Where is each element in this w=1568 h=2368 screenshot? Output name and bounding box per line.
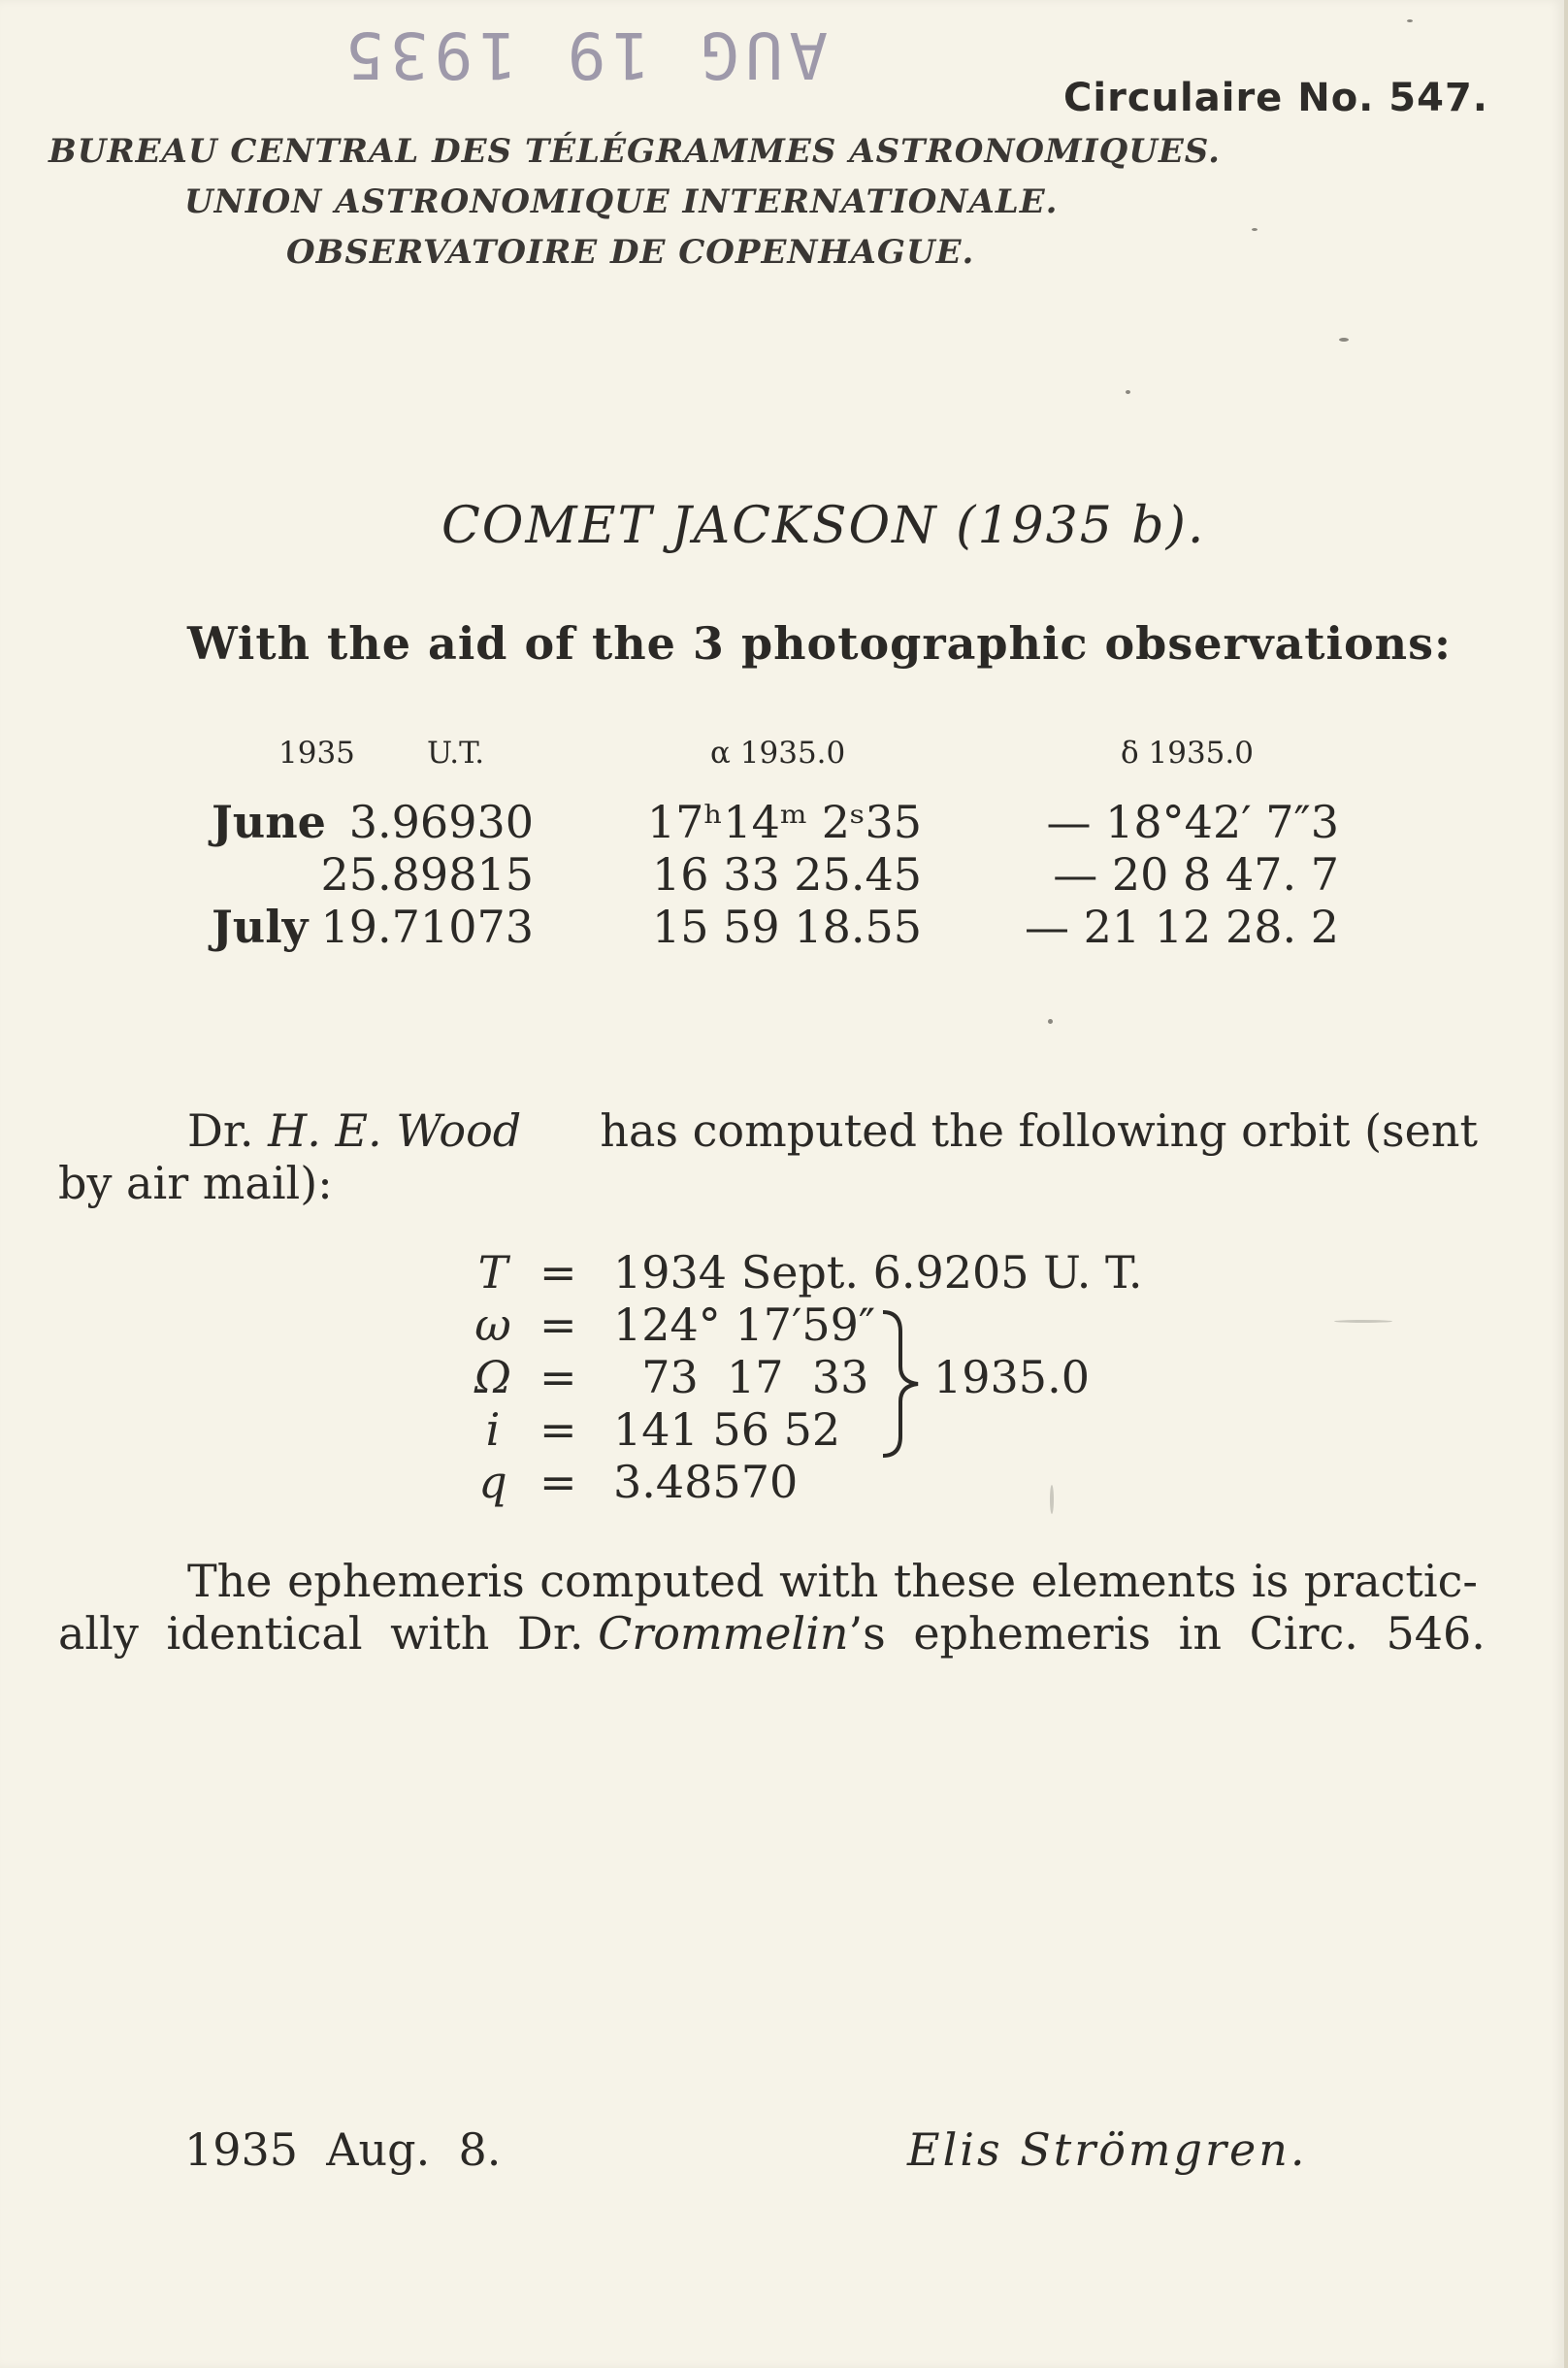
closing-line1 <box>187 1555 1478 1607</box>
closing-text: ally identical with Dr. <box>58 1607 584 1660</box>
orbit-intro-line1 <box>187 1104 1478 1157</box>
paper-speck <box>1252 228 1258 231</box>
orbit-symbol: T <box>477 1246 508 1299</box>
orbit-symbol: Ω <box>474 1351 512 1403</box>
paper-speck <box>1126 390 1130 394</box>
date-stamp: AUG 19 1935 <box>340 17 829 92</box>
paper-speck <box>1339 338 1349 342</box>
right-brace <box>873 1306 931 1462</box>
header-declination: δ 1935.0 <box>1121 736 1254 771</box>
orbit-intro-line2: by air mail): <box>58 1157 333 1209</box>
closing-line2 <box>58 1607 1486 1660</box>
paper-speck <box>1048 1019 1053 1024</box>
equals-sign: = <box>539 1351 577 1403</box>
obs-ra: 16 33 25.45 <box>652 848 922 901</box>
header-year: 1935 <box>278 736 355 771</box>
equals-sign: = <box>539 1403 577 1456</box>
obs-dec: — 21 12 28. 2 <box>1025 901 1339 953</box>
obs-month: June <box>212 796 326 848</box>
orbit-symbol: q <box>478 1456 507 1508</box>
bureau-line: BUREAU CENTRAL DES TÉLÉGRAMMES ASTRONOMIQUES. <box>49 132 1221 171</box>
observatory-line: OBSERVATOIRE DE COPENHAGUE. <box>286 233 975 272</box>
word: these <box>893 1555 1017 1607</box>
equals-sign: = <box>539 1299 577 1351</box>
obs-day: 25.89815 <box>320 848 534 901</box>
obs-month: July <box>212 901 309 953</box>
orbit-intro-prefix: Dr. <box>187 1104 254 1157</box>
word: with <box>779 1555 879 1607</box>
orbit-symbol: ω <box>474 1299 511 1351</box>
signature: Elis Strömgren. <box>907 2123 1308 2176</box>
author-name: H. E. Wood <box>268 1104 522 1157</box>
orbit-value: 124° 17′59″ <box>613 1299 876 1351</box>
issue-date: 1935 Aug. 8. <box>184 2123 502 2176</box>
obs-day: 3.96930 <box>348 796 534 848</box>
header-ut: U.T. <box>427 736 485 771</box>
obs-dec: — 18°42′ 7″3 <box>1046 796 1339 848</box>
word: practic- <box>1303 1555 1478 1607</box>
closing-text: ’s ephemeris in Circ. 546. <box>848 1607 1486 1660</box>
word: elements <box>1030 1555 1237 1607</box>
equals-sign: = <box>539 1456 577 1508</box>
orbit-symbol: i <box>485 1403 501 1456</box>
word: computed <box>539 1555 765 1607</box>
orbit-intro-rest: has computed the following orbit (sent <box>600 1104 1478 1157</box>
paper-speck <box>1407 19 1413 22</box>
word: The <box>187 1555 273 1607</box>
obs-day: 19.71073 <box>320 901 534 953</box>
orbit-value: 141 56 52 <box>613 1403 841 1456</box>
obs-ra: 17ʰ14ᵐ 2ˢ35 <box>646 796 922 848</box>
orbit-value: 1934 Sept. 6.9205 U. T. <box>613 1246 1143 1299</box>
orbit-epoch: 1935.0 <box>933 1351 1090 1403</box>
equals-sign: = <box>539 1246 577 1299</box>
circular-number: Circulaire No. 547. <box>1063 76 1488 120</box>
observations-intro: With the aid of the 3 photographic observations: <box>187 617 1452 670</box>
comet-title: COMET JACKSON (1935 b). <box>441 497 1206 555</box>
paper-speck <box>1334 1320 1392 1323</box>
orbit-value: 73 17 33 <box>613 1351 869 1403</box>
union-line: UNION ASTRONOMIQUE INTERNATIONALE. <box>184 182 1059 221</box>
obs-dec: — 20 8 47. 7 <box>1053 848 1339 901</box>
header-right-ascension: α 1935.0 <box>710 736 846 771</box>
word: is <box>1251 1555 1290 1607</box>
word: ephemeris <box>287 1555 525 1607</box>
paper-speck <box>1050 1485 1054 1514</box>
orbit-value: 3.48570 <box>613 1456 799 1508</box>
obs-ra: 15 59 18.55 <box>652 901 922 953</box>
crommelin-name: Crommelin <box>598 1607 849 1660</box>
